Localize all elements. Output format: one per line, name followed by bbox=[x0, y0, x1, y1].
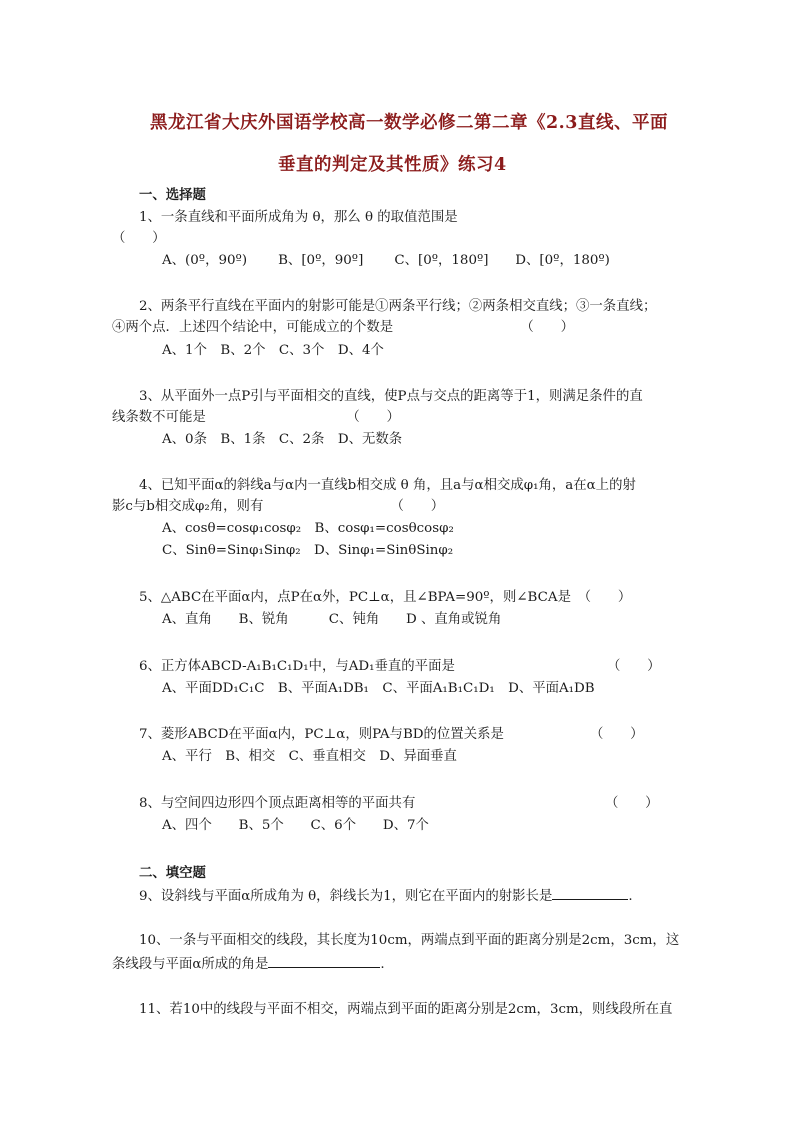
q5-stem: 5、△ABC在平面α内，点P在α外，PC⊥α，且∠BPA=90º，则∠BCA是 （ ） bbox=[139, 590, 632, 605]
q9-stem: 9、设斜线与平面α所成角为 θ，斜线长为1，则它在平面内的射影长是 bbox=[139, 889, 553, 904]
q4-line2: 影c与b相交成φ₂角，则有 （ ） bbox=[112, 499, 445, 514]
q4-options-ab: A、cosθ=cosφ₁cosφ₂ B、cosφ₁=cosθcosφ₂ bbox=[162, 521, 454, 536]
q3-options: A、0条 B、1条 C、2条 D、无数条 bbox=[162, 432, 403, 447]
q8-answer-paren: （ ） bbox=[605, 796, 659, 811]
q1-options: A、(0º，90º) B、[0º，90º] C、[0º，180º] D、[0º，180º) bbox=[162, 253, 610, 268]
q2-options: A、1个 B、2个 C、3个 D、4个 bbox=[162, 343, 384, 358]
q7-answer-paren: （ ） bbox=[590, 727, 644, 742]
document-title-line1: 黑龙江省大庆外国语学校高一数学必修二第二章《2.3直线、平面 bbox=[150, 113, 668, 133]
q8-options: A、四个 B、5个 C、6个 D、7个 bbox=[162, 818, 429, 833]
q10-stem-end: 条线段与平面α所成的角是 bbox=[112, 957, 269, 972]
q4-line1: 4、已知平面α的斜线a与α内一直线b相交成 θ 角，且a与α相交成φ₁角，a在α上的射 bbox=[139, 478, 636, 493]
q2-line1: 2、两条平行直线在平面内的射影可能是①两条平行线；②两条相交直线；③一条直线； bbox=[139, 299, 657, 314]
q1-answer-paren: （ ） bbox=[112, 231, 166, 246]
q2-line2: ④两个点．上述四个结论中，可能成立的个数是 （ ） bbox=[112, 320, 574, 335]
q9-answer-blank[interactable] bbox=[552, 887, 628, 900]
q7-stem: 7、菱形ABCD在平面α内，PC⊥α，则PA与BD的位置关系是 bbox=[139, 727, 504, 742]
section-heading-choice: 一、选择题 bbox=[139, 187, 206, 203]
q10-line1: 10、一条与平面相交的线段，其长度为10cm，两端点到平面的距离分别是2cm，3cm，这 bbox=[139, 933, 680, 948]
q1-stem: 1、一条直线和平面所成角为 θ，那么 θ 的取值范围是 bbox=[139, 210, 458, 225]
section-heading-fill: 二、填空题 bbox=[139, 865, 206, 881]
q8-stem: 8、与空间四边形四个顶点距离相等的平面共有 bbox=[139, 796, 416, 811]
q3-line2: 线条数不可能是 （ ） bbox=[112, 410, 400, 425]
q3-line1: 3、从平面外一点P引与平面相交的直线，使P点与交点的距离等于1，则满足条件的直 bbox=[139, 389, 643, 404]
q5-options: A、直角 B、锐角 C、钝角 D 、直角或锐角 bbox=[162, 612, 502, 627]
q6-answer-paren: （ ） bbox=[607, 659, 661, 674]
document-title-line2: 垂直的判定及其性质》练习4 bbox=[278, 155, 507, 175]
q10-answer-blank[interactable] bbox=[268, 955, 380, 968]
q9-line bbox=[139, 887, 633, 905]
q9-end: . bbox=[628, 889, 633, 904]
q10-end: . bbox=[380, 957, 385, 972]
q7-options: A、平行 B、相交 C、垂直相交 D、异面垂直 bbox=[162, 749, 457, 764]
q11-line1: 11、若10中的线段与平面不相交，两端点到平面的距离分别是2cm，3cm，则线段所在直 bbox=[139, 1002, 673, 1017]
q10-line2 bbox=[112, 955, 385, 973]
q4-options-cd: C、Sinθ=Sinφ₁Sinφ₂ D、Sinφ₁=SinθSinφ₂ bbox=[162, 543, 454, 558]
q6-options: A、平面DD₁C₁C B、平面A₁DB₁ C、平面A₁B₁C₁D₁ D、平面A₁DB bbox=[162, 681, 595, 696]
q6-stem: 6、正方体ABCD-A₁B₁C₁D₁中，与AD₁垂直的平面是 bbox=[139, 659, 455, 674]
